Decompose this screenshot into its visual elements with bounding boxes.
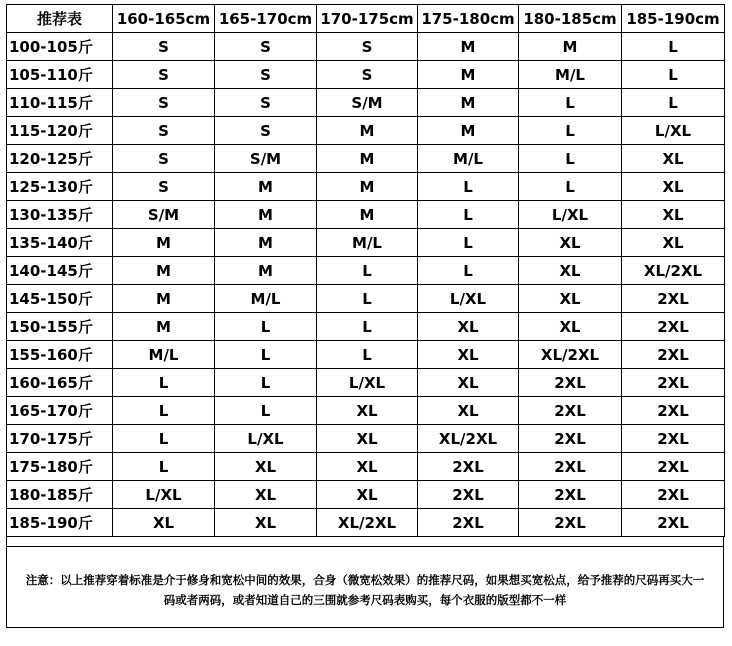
size-cell: M [317,173,418,201]
table-row [7,313,725,341]
size-cell: M [215,257,317,285]
table-row [7,33,725,61]
table-row [7,201,725,229]
size-cell: L [418,257,519,285]
size-cell: M [113,313,215,341]
weight-range-cell: 100-105斤 [7,33,113,61]
size-cell: 2XL [622,453,725,481]
size-cell: S/M [113,201,215,229]
note-line-1: 注意：以上推荐穿着标准是介于修身和宽松中间的效果，合身（微宽松效果）的推荐尺码，如果想买宽松点，给予推荐的尺码再买大一 [25,573,705,587]
weight-range-cell: 120-125斤 [7,145,113,173]
header-row [7,5,725,33]
size-cell: S [113,61,215,89]
size-cell: L [519,145,622,173]
size-cell: M [215,229,317,257]
size-cell: L [519,117,622,145]
weight-range-cell: 180-185斤 [7,481,113,509]
table-row [7,481,725,509]
weight-range-cell: 155-160斤 [7,341,113,369]
table-row [7,229,725,257]
height-header: 170-175cm [317,5,418,33]
size-cell: 2XL [519,481,622,509]
size-cell: L/XL [622,117,725,145]
size-cell: 2XL [519,509,622,537]
weight-range-cell: 125-130斤 [7,173,113,201]
size-cell: L [317,313,418,341]
size-cell: XL [418,369,519,397]
size-cell: M [215,173,317,201]
size-recommendation-sheet [6,4,724,628]
size-cell: L/XL [317,369,418,397]
size-cell: 2XL [622,397,725,425]
weight-range-cell: 160-165斤 [7,369,113,397]
size-cell: XL/2XL [519,341,622,369]
size-cell: 2XL [622,509,725,537]
weight-range-cell: 185-190斤 [7,509,113,537]
table-row [7,89,725,117]
height-header: 160-165cm [113,5,215,33]
size-cell: 2XL [418,481,519,509]
table-row [7,509,725,537]
table-row [7,397,725,425]
size-cell: 2XL [622,285,725,313]
size-cell: M [519,33,622,61]
size-cell: M [113,285,215,313]
size-cell: M/L [317,229,418,257]
size-cell: L [215,397,317,425]
size-cell: L [418,201,519,229]
size-cell: M [418,117,519,145]
size-cell: 2XL [418,509,519,537]
size-cell: XL [113,509,215,537]
size-cell: L/XL [113,481,215,509]
weight-range-cell: 105-110斤 [7,61,113,89]
table-row [7,425,725,453]
size-cell: XL [519,313,622,341]
size-table-body [7,33,725,537]
height-header: 165-170cm [215,5,317,33]
size-cell: L [622,61,725,89]
size-cell: XL [215,509,317,537]
size-cell: XL [622,229,725,257]
weight-range-cell: 175-180斤 [7,453,113,481]
weight-range-cell: 165-170斤 [7,397,113,425]
size-cell: L [418,173,519,201]
size-cell: L [519,173,622,201]
table-row [7,117,725,145]
size-cell: M/L [418,145,519,173]
table-row [7,285,725,313]
table-row [7,145,725,173]
size-cell: S [113,117,215,145]
size-cell: M/L [215,285,317,313]
size-cell: M [113,257,215,285]
size-cell: L [622,89,725,117]
table-row [7,341,725,369]
corner-label: 推荐表 [7,5,113,33]
size-cell: L [418,229,519,257]
size-cell: L/XL [215,425,317,453]
size-cell: M [113,229,215,257]
size-cell: XL [418,313,519,341]
size-cell: S [113,33,215,61]
table-row [7,257,725,285]
height-header: 175-180cm [418,5,519,33]
weight-range-cell: 135-140斤 [7,229,113,257]
spacer-row [6,537,724,546]
size-cell: S [215,61,317,89]
size-cell: XL [519,257,622,285]
size-cell: L [215,341,317,369]
weight-range-cell: 140-145斤 [7,257,113,285]
size-cell: 2XL [519,453,622,481]
table-row [7,369,725,397]
size-cell: S [113,145,215,173]
size-cell: XL [622,201,725,229]
size-cell: M [317,145,418,173]
size-cell: XL [317,481,418,509]
size-cell: S/M [317,89,418,117]
size-cell: 2XL [622,369,725,397]
size-cell: L [317,341,418,369]
size-cell: L/XL [519,201,622,229]
size-cell: XL [317,425,418,453]
size-cell: M/L [113,341,215,369]
size-cell: XL/2XL [418,425,519,453]
size-cell: M [215,201,317,229]
size-cell: XL [622,173,725,201]
size-cell: S [215,33,317,61]
size-cell: S [113,173,215,201]
size-cell: XL [215,481,317,509]
size-cell: 2XL [519,425,622,453]
size-cell: L [317,285,418,313]
height-header: 185-190cm [622,5,725,33]
size-cell: 2XL [418,453,519,481]
weight-range-cell: 115-120斤 [7,117,113,145]
size-cell: 2XL [519,397,622,425]
size-cell: L [113,453,215,481]
size-cell: 2XL [622,341,725,369]
size-cell: 2XL [622,425,725,453]
size-cell: L [622,33,725,61]
size-cell: S [215,117,317,145]
size-cell: S [317,33,418,61]
size-cell: XL [317,453,418,481]
size-cell: XL [215,453,317,481]
sizing-note [6,546,724,628]
size-cell: L [317,257,418,285]
size-cell: L/XL [418,285,519,313]
size-cell: L [519,89,622,117]
size-cell: XL/2XL [622,257,725,285]
size-cell: S/M [215,145,317,173]
size-cell: XL [519,229,622,257]
size-cell: M [418,61,519,89]
size-cell: S [317,61,418,89]
size-cell: M [418,33,519,61]
size-cell: L [113,397,215,425]
size-cell: XL [418,341,519,369]
size-cell: XL [622,145,725,173]
size-cell: L [215,313,317,341]
size-cell: XL/2XL [317,509,418,537]
weight-range-cell: 170-175斤 [7,425,113,453]
weight-range-cell: 150-155斤 [7,313,113,341]
size-cell: S [215,89,317,117]
table-row [7,61,725,89]
size-cell: 2XL [519,369,622,397]
size-cell: S [113,89,215,117]
size-cell: M [418,89,519,117]
size-cell: L [215,369,317,397]
note-line-2: 码或者两码，或者知道自己的三围就参考尺码表购买，每个衣服的版型都不一样 [163,593,567,607]
size-chart-table [6,4,725,537]
size-cell: M/L [519,61,622,89]
size-cell: XL [519,285,622,313]
size-cell: XL [418,397,519,425]
table-row [7,453,725,481]
weight-range-cell: 145-150斤 [7,285,113,313]
height-header: 180-185cm [519,5,622,33]
size-cell: 2XL [622,481,725,509]
size-cell: L [113,369,215,397]
size-cell: 2XL [622,313,725,341]
weight-range-cell: 130-135斤 [7,201,113,229]
size-cell: XL [317,397,418,425]
weight-range-cell: 110-115斤 [7,89,113,117]
size-cell: M [317,117,418,145]
size-cell: M [317,201,418,229]
size-cell: L [113,425,215,453]
table-row [7,173,725,201]
